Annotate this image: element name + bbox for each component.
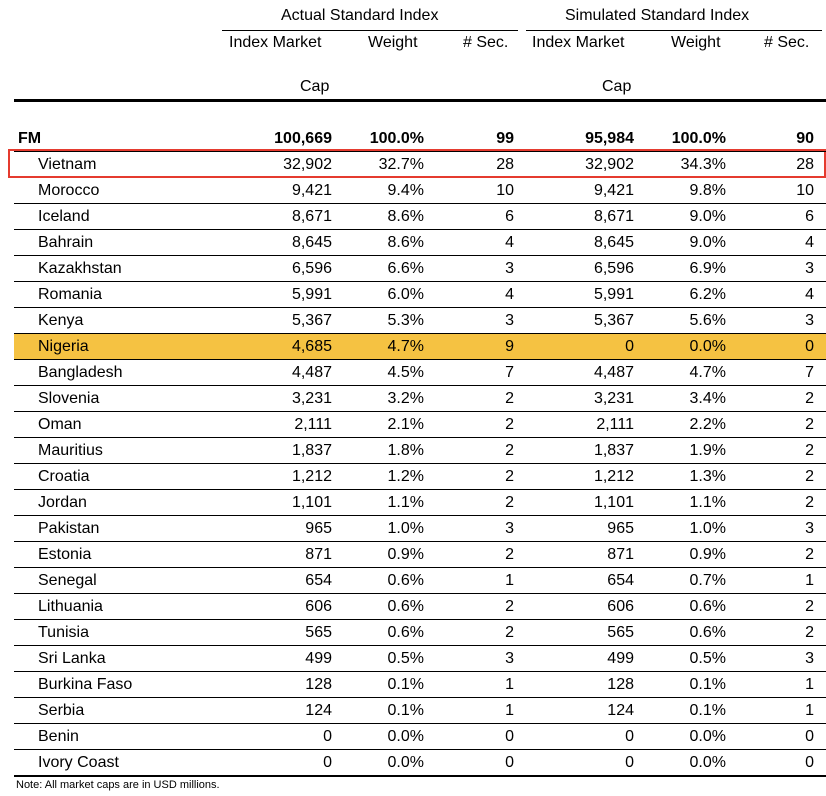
cell-actual-weight: 0.6% xyxy=(387,598,424,615)
cell-sim-sec: 2 xyxy=(805,442,814,459)
cell-actual-mcap: 1,837 xyxy=(291,442,332,459)
country-name: Bangladesh xyxy=(38,364,123,381)
table-row xyxy=(14,282,826,308)
cell-actual-sec: 0 xyxy=(505,728,514,745)
cell-actual-weight: 3.2% xyxy=(387,390,424,407)
cell-actual-mcap: 5,367 xyxy=(291,312,332,329)
cell-actual-sec: 2 xyxy=(505,494,514,511)
cell-actual-mcap: 9,421 xyxy=(291,182,332,199)
country-name: Benin xyxy=(38,728,79,745)
table-row xyxy=(14,542,826,568)
country-name: Mauritius xyxy=(38,442,103,459)
cell-actual-mcap: 1,101 xyxy=(291,494,332,511)
cell-sim-sec: 4 xyxy=(805,286,814,303)
header-rule xyxy=(14,99,826,102)
total-sim-sec: 90 xyxy=(796,130,814,147)
cell-actual-mcap: 4,685 xyxy=(291,338,332,355)
cell-sim-sec: 2 xyxy=(805,598,814,615)
cell-sim-weight: 0.0% xyxy=(689,338,726,355)
country-name: Estonia xyxy=(38,546,92,563)
cell-sim-weight: 0.6% xyxy=(689,624,726,641)
col-header-sim-weight: Weight xyxy=(671,34,721,51)
col-header-actual-mcap: Index Market xyxy=(229,34,322,51)
cell-actual-mcap: 2,111 xyxy=(294,416,332,433)
cell-actual-sec: 9 xyxy=(505,338,514,355)
cell-actual-weight: 2.1% xyxy=(387,416,424,433)
cell-sim-weight: 6.9% xyxy=(689,260,726,277)
cell-sim-weight: 3.4% xyxy=(689,390,726,407)
table-row xyxy=(14,516,826,542)
country-name: Lithuania xyxy=(38,598,103,615)
cell-sim-mcap: 5,991 xyxy=(593,286,634,303)
country-name: Jordan xyxy=(38,494,87,511)
cell-sim-mcap: 1,837 xyxy=(593,442,634,459)
cell-sim-sec: 2 xyxy=(805,546,814,563)
cell-actual-weight: 6.6% xyxy=(387,260,424,277)
cell-actual-weight: 5.3% xyxy=(387,312,424,329)
cell-sim-mcap: 499 xyxy=(607,650,634,667)
cell-actual-weight: 0.1% xyxy=(387,676,424,693)
cell-sim-weight: 0.0% xyxy=(689,728,726,745)
cell-sim-mcap: 6,596 xyxy=(593,260,634,277)
cell-sim-weight: 1.0% xyxy=(689,520,726,537)
country-name: Nigeria xyxy=(38,338,89,355)
col-header-actual-weight: Weight xyxy=(368,34,418,51)
cell-actual-mcap: 124 xyxy=(305,702,332,719)
cell-actual-mcap: 654 xyxy=(305,572,332,589)
cell-actual-sec: 3 xyxy=(505,260,514,277)
country-name: Kenya xyxy=(38,312,84,329)
table-row xyxy=(14,750,826,776)
total-sim-mcap: 95,984 xyxy=(585,130,634,147)
cell-actual-sec: 2 xyxy=(505,390,514,407)
table-row xyxy=(14,594,826,620)
cell-actual-weight: 1.2% xyxy=(387,468,424,485)
cell-sim-sec: 0 xyxy=(805,338,814,355)
cell-actual-mcap: 32,902 xyxy=(283,156,332,173)
cell-actual-mcap: 5,991 xyxy=(291,286,332,303)
table-row xyxy=(14,386,826,412)
cell-actual-sec: 6 xyxy=(505,208,514,225)
cell-actual-mcap: 6,596 xyxy=(291,260,332,277)
table-row xyxy=(14,464,826,490)
cell-actual-weight: 1.0% xyxy=(387,520,424,537)
cell-sim-weight: 1.3% xyxy=(689,468,726,485)
cell-sim-sec: 4 xyxy=(805,234,814,251)
group-underline-simulated xyxy=(526,30,822,31)
cell-sim-weight: 1.1% xyxy=(689,494,726,511)
country-name: Romania xyxy=(38,286,103,303)
cell-actual-weight: 1.8% xyxy=(387,442,424,459)
country-name: Oman xyxy=(38,416,82,433)
table-row xyxy=(14,698,826,724)
country-name: Vietnam xyxy=(38,156,97,173)
cell-actual-sec: 0 xyxy=(505,754,514,771)
cell-sim-weight: 0.7% xyxy=(689,572,726,589)
cell-sim-weight: 0.9% xyxy=(689,546,726,563)
cell-sim-mcap: 3,231 xyxy=(593,390,634,407)
table-row xyxy=(14,308,826,334)
cell-sim-weight: 1.9% xyxy=(689,442,726,459)
cell-sim-mcap: 128 xyxy=(607,676,634,693)
col-header-actual-sec: # Sec. xyxy=(463,34,509,51)
cell-actual-sec: 2 xyxy=(505,546,514,563)
table-row xyxy=(14,490,826,516)
cell-sim-sec: 3 xyxy=(805,650,814,667)
cell-actual-sec: 2 xyxy=(505,468,514,485)
cell-actual-mcap: 0 xyxy=(323,728,332,745)
cell-sim-mcap: 5,367 xyxy=(593,312,634,329)
table-row xyxy=(14,204,826,230)
cell-actual-weight: 6.0% xyxy=(387,286,424,303)
cell-actual-sec: 28 xyxy=(496,156,514,173)
cell-actual-sec: 1 xyxy=(505,676,514,693)
cell-sim-sec: 2 xyxy=(805,494,814,511)
total-actual-weight: 100.0% xyxy=(369,130,424,147)
cell-actual-weight: 8.6% xyxy=(387,234,424,251)
cell-actual-weight: 0.6% xyxy=(387,572,424,589)
cell-sim-mcap: 871 xyxy=(607,546,634,563)
cell-actual-sec: 3 xyxy=(505,650,514,667)
cell-sim-weight: 34.3% xyxy=(680,156,726,173)
cell-actual-weight: 32.7% xyxy=(378,156,424,173)
cell-sim-sec: 1 xyxy=(805,572,814,589)
cell-actual-weight: 0.5% xyxy=(387,650,424,667)
table-row xyxy=(14,256,826,282)
col-header-sim-mcap: Index Market xyxy=(532,34,625,51)
cell-sim-sec: 2 xyxy=(805,390,814,407)
cell-sim-mcap: 565 xyxy=(607,624,634,641)
cell-actual-sec: 2 xyxy=(505,416,514,433)
cell-sim-sec: 0 xyxy=(805,728,814,745)
cell-actual-weight: 4.5% xyxy=(387,364,424,381)
cell-actual-mcap: 8,671 xyxy=(291,208,332,225)
table-row xyxy=(14,438,826,464)
cell-sim-mcap: 0 xyxy=(625,338,634,355)
cell-sim-sec: 0 xyxy=(805,754,814,771)
country-name: Bahrain xyxy=(38,234,94,251)
group-header-simulated: Simulated Standard Index xyxy=(565,7,750,24)
cell-sim-mcap: 606 xyxy=(607,598,634,615)
cell-sim-mcap: 8,671 xyxy=(593,208,634,225)
country-name: Iceland xyxy=(38,208,90,225)
cell-actual-sec: 4 xyxy=(505,286,514,303)
col-header-sim-mcap-line2: Cap xyxy=(602,78,632,95)
cell-actual-mcap: 0 xyxy=(323,754,332,771)
col-header-sim-sec: # Sec. xyxy=(764,34,810,51)
cell-sim-mcap: 2,111 xyxy=(596,416,634,433)
country-name: Serbia xyxy=(38,702,85,719)
cell-sim-weight: 6.2% xyxy=(689,286,726,303)
footnote: Note: All market caps are in USD millions. xyxy=(16,779,220,791)
cell-sim-weight: 0.1% xyxy=(689,676,726,693)
table-row xyxy=(14,646,826,672)
cell-sim-sec: 28 xyxy=(796,156,814,173)
cell-actual-weight: 0.1% xyxy=(387,702,424,719)
cell-sim-sec: 2 xyxy=(805,416,814,433)
cell-sim-sec: 1 xyxy=(805,676,814,693)
table-row xyxy=(14,724,826,750)
country-name: Pakistan xyxy=(38,520,100,537)
footer-rule xyxy=(14,775,826,777)
cell-sim-weight: 0.1% xyxy=(689,702,726,719)
cell-sim-mcap: 654 xyxy=(607,572,634,589)
table-row xyxy=(14,334,826,360)
cell-actual-mcap: 965 xyxy=(305,520,332,537)
cell-actual-weight: 0.0% xyxy=(387,754,424,771)
cell-actual-sec: 10 xyxy=(496,182,514,199)
country-name: Burkina Faso xyxy=(38,676,133,693)
cell-sim-mcap: 0 xyxy=(625,754,634,771)
table-row xyxy=(14,672,826,698)
cell-actual-weight: 0.6% xyxy=(387,624,424,641)
cell-sim-weight: 9.0% xyxy=(689,234,726,251)
cell-sim-mcap: 32,902 xyxy=(585,156,634,173)
cell-actual-mcap: 871 xyxy=(305,546,332,563)
cell-sim-mcap: 4,487 xyxy=(593,364,634,381)
cell-sim-sec: 10 xyxy=(796,182,814,199)
cell-sim-mcap: 1,101 xyxy=(593,494,634,511)
country-name: Sri Lanka xyxy=(38,650,106,667)
cell-sim-weight: 4.7% xyxy=(689,364,726,381)
cell-actual-weight: 0.9% xyxy=(387,546,424,563)
highlight-box xyxy=(8,149,826,178)
total-separator xyxy=(14,151,826,152)
cell-sim-mcap: 0 xyxy=(625,728,634,745)
table-row xyxy=(14,620,826,646)
cell-actual-weight: 1.1% xyxy=(387,494,424,511)
cell-sim-sec: 3 xyxy=(805,312,814,329)
cell-sim-mcap: 1,212 xyxy=(593,468,634,485)
group-underline-actual xyxy=(222,30,518,31)
cell-sim-mcap: 9,421 xyxy=(593,182,634,199)
col-header-actual-mcap-line2: Cap xyxy=(300,78,330,95)
cell-actual-sec: 3 xyxy=(505,312,514,329)
cell-sim-mcap: 124 xyxy=(607,702,634,719)
cell-sim-weight: 5.6% xyxy=(689,312,726,329)
country-name: Senegal xyxy=(38,572,97,589)
table-row xyxy=(14,230,826,256)
total-sim-weight: 100.0% xyxy=(671,130,726,147)
cell-actual-sec: 7 xyxy=(505,364,514,381)
cell-actual-sec: 2 xyxy=(505,442,514,459)
country-name: Kazakhstan xyxy=(38,260,122,277)
cell-actual-sec: 1 xyxy=(505,572,514,589)
country-name: Slovenia xyxy=(38,390,100,407)
cell-sim-sec: 1 xyxy=(805,702,814,719)
cell-sim-weight: 9.0% xyxy=(689,208,726,225)
cell-actual-mcap: 565 xyxy=(305,624,332,641)
table-row xyxy=(14,360,826,386)
cell-sim-sec: 2 xyxy=(805,624,814,641)
cell-sim-weight: 0.5% xyxy=(689,650,726,667)
cell-actual-sec: 2 xyxy=(505,624,514,641)
cell-actual-mcap: 4,487 xyxy=(291,364,332,381)
cell-actual-weight: 9.4% xyxy=(387,182,424,199)
country-name: Ivory Coast xyxy=(38,754,119,771)
cell-actual-sec: 1 xyxy=(505,702,514,719)
cell-actual-mcap: 1,212 xyxy=(291,468,332,485)
cell-sim-sec: 7 xyxy=(805,364,814,381)
cell-actual-mcap: 499 xyxy=(305,650,332,667)
cell-actual-weight: 4.7% xyxy=(387,338,424,355)
country-name: Morocco xyxy=(38,182,100,199)
total-label: FM xyxy=(18,130,42,147)
country-name: Croatia xyxy=(38,468,90,485)
cell-actual-mcap: 8,645 xyxy=(291,234,332,251)
cell-actual-mcap: 128 xyxy=(305,676,332,693)
cell-actual-sec: 3 xyxy=(505,520,514,537)
total-actual-sec: 99 xyxy=(496,130,514,147)
cell-sim-weight: 2.2% xyxy=(689,416,726,433)
country-name: Tunisia xyxy=(38,624,89,641)
cell-actual-weight: 0.0% xyxy=(387,728,424,745)
cell-sim-weight: 0.6% xyxy=(689,598,726,615)
cell-sim-sec: 3 xyxy=(805,520,814,537)
cell-actual-mcap: 3,231 xyxy=(291,390,332,407)
total-actual-mcap: 100,669 xyxy=(274,130,332,147)
cell-actual-sec: 2 xyxy=(505,598,514,615)
cell-sim-weight: 9.8% xyxy=(689,182,726,199)
cell-actual-sec: 4 xyxy=(505,234,514,251)
cell-sim-mcap: 965 xyxy=(607,520,634,537)
cell-sim-sec: 3 xyxy=(805,260,814,277)
cell-sim-weight: 0.0% xyxy=(689,754,726,771)
cell-actual-weight: 8.6% xyxy=(387,208,424,225)
group-header-actual: Actual Standard Index xyxy=(281,7,439,24)
cell-sim-mcap: 8,645 xyxy=(593,234,634,251)
cell-sim-sec: 2 xyxy=(805,468,814,485)
table-row xyxy=(14,568,826,594)
cell-sim-sec: 6 xyxy=(805,208,814,225)
cell-actual-mcap: 606 xyxy=(305,598,332,615)
table-row xyxy=(14,178,826,204)
table-row xyxy=(14,412,826,438)
